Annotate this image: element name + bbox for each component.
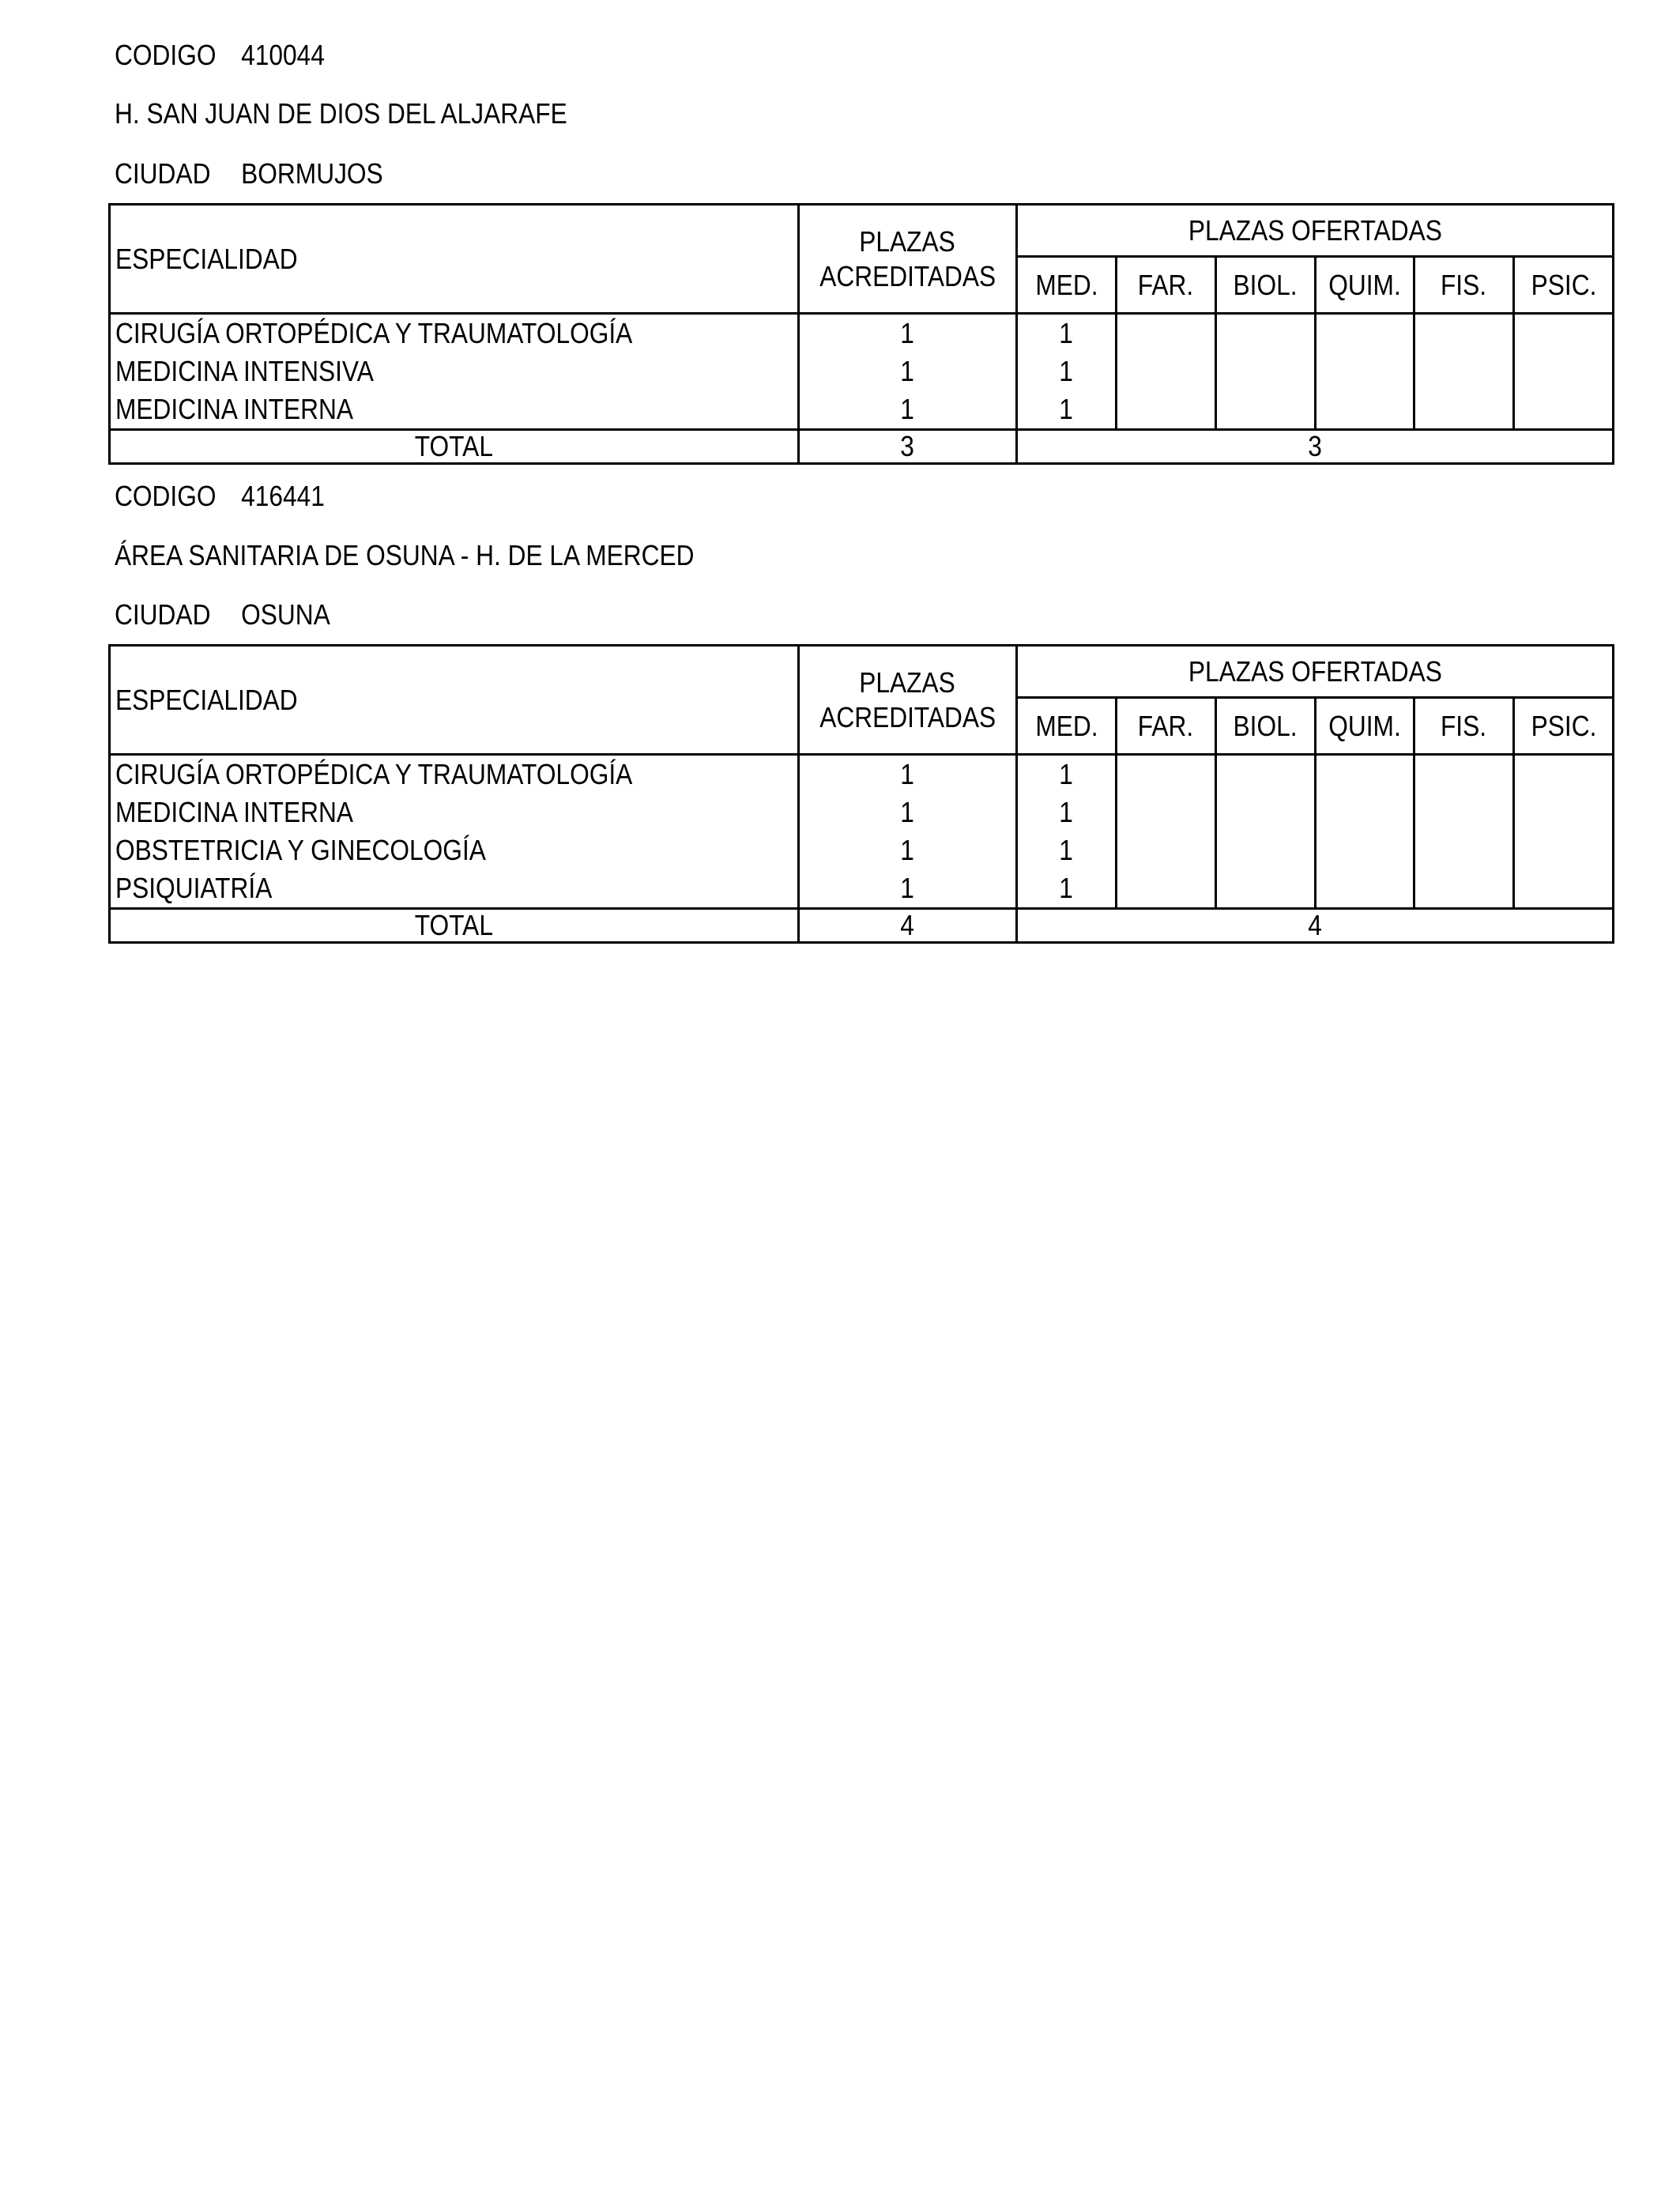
- cell-psic: [1514, 314, 1614, 353]
- ciudad-line: [115, 157, 383, 190]
- cell-acreditadas: 1: [799, 314, 1017, 353]
- header-far: FAR.: [1117, 257, 1216, 314]
- header-especialidad: ESPECIALIDAD: [110, 205, 799, 314]
- table-row: [110, 352, 1614, 390]
- cell-especialidad: OBSTETRICIA Y GINECOLOGÍA: [110, 831, 799, 869]
- cell-quim: [1316, 869, 1414, 909]
- table-row: [110, 755, 1614, 794]
- codigo-line: [115, 39, 325, 71]
- cell-especialidad: CIRUGÍA ORTOPÉDICA Y TRAUMATOLOGÍA: [110, 314, 799, 353]
- cell-fis: [1414, 831, 1514, 869]
- codigo-label: CODIGO: [115, 480, 217, 512]
- codigo-value: 416441: [241, 480, 325, 512]
- ciudad-value: BORMUJOS: [241, 157, 383, 190]
- cell-especialidad: MEDICINA INTERNA: [110, 794, 799, 831]
- cell-med: 1: [1017, 869, 1117, 909]
- total-ofertadas: 4: [1017, 909, 1614, 943]
- cell-med: 1: [1017, 794, 1117, 831]
- cell-especialidad: CIRUGÍA ORTOPÉDICA Y TRAUMATOLOGÍA: [110, 755, 799, 794]
- header-fis: FIS.: [1414, 698, 1514, 755]
- cell-med: 1: [1017, 755, 1117, 794]
- cell-especialidad: PSIQUIATRÍA: [110, 869, 799, 909]
- total-acreditadas: 4: [799, 909, 1017, 943]
- header-especialidad: ESPECIALIDAD: [110, 646, 799, 755]
- header-plazas-ofertadas: PLAZAS OFERTADAS: [1017, 205, 1614, 257]
- header-quim: QUIM.: [1316, 257, 1414, 314]
- header-plazas-acreditadas: PLAZAS ACREDITADAS: [799, 205, 1017, 314]
- cell-especialidad: MEDICINA INTERNA: [110, 390, 799, 430]
- cell-acreditadas: 1: [799, 390, 1017, 430]
- cell-fis: [1414, 869, 1514, 909]
- cell-psic: [1514, 794, 1614, 831]
- cell-quim: [1316, 314, 1414, 353]
- cell-psic: [1514, 831, 1614, 869]
- cell-quim: [1316, 390, 1414, 430]
- centro-name: [115, 98, 567, 130]
- centro-value: ÁREA SANITARIA DE OSUNA - H. DE LA MERCED: [115, 539, 695, 571]
- header-psic: PSIC.: [1514, 257, 1614, 314]
- cell-biol: [1216, 831, 1316, 869]
- cell-med: 1: [1017, 831, 1117, 869]
- cell-med: 1: [1017, 314, 1117, 353]
- cell-med: 1: [1017, 352, 1117, 390]
- header-plazas-ofertadas: PLAZAS OFERTADAS: [1017, 646, 1614, 698]
- header-quim: QUIM.: [1316, 698, 1414, 755]
- cell-acreditadas: 1: [799, 869, 1017, 909]
- header-med: MED.: [1017, 698, 1117, 755]
- cell-psic: [1514, 869, 1614, 909]
- ciudad-label: CIUDAD: [115, 598, 211, 631]
- cell-quim: [1316, 755, 1414, 794]
- table-row: [110, 831, 1614, 869]
- cell-biol: [1216, 794, 1316, 831]
- cell-biol: [1216, 352, 1316, 390]
- cell-acreditadas: 1: [799, 755, 1017, 794]
- cell-acreditadas: 1: [799, 831, 1017, 869]
- plazas-table: [108, 644, 1614, 944]
- table-row: [110, 869, 1614, 909]
- cell-quim: [1316, 794, 1414, 831]
- cell-psic: [1514, 390, 1614, 430]
- cell-especialidad: MEDICINA INTENSIVA: [110, 352, 799, 390]
- header-biol: BIOL.: [1216, 698, 1316, 755]
- cell-far: [1117, 869, 1216, 909]
- cell-far: [1117, 352, 1216, 390]
- header-biol: BIOL.: [1216, 257, 1316, 314]
- cell-biol: [1216, 390, 1316, 430]
- cell-psic: [1514, 755, 1614, 794]
- cell-fis: [1414, 352, 1514, 390]
- header-psic: PSIC.: [1514, 698, 1614, 755]
- cell-fis: [1414, 755, 1514, 794]
- cell-biol: [1216, 869, 1316, 909]
- header-plazas-acreditadas: PLAZAS ACREDITADAS: [799, 646, 1017, 755]
- ciudad-line: [115, 598, 330, 631]
- plazas-table: [108, 203, 1614, 465]
- cell-quim: [1316, 831, 1414, 869]
- cell-far: [1117, 390, 1216, 430]
- cell-far: [1117, 794, 1216, 831]
- total-label: TOTAL: [110, 430, 799, 464]
- total-row: [110, 430, 1614, 464]
- total-acreditadas: 3: [799, 430, 1017, 464]
- cell-acreditadas: 1: [799, 352, 1017, 390]
- cell-biol: [1216, 314, 1316, 353]
- centro-name: [115, 540, 695, 571]
- centro-value: H. SAN JUAN DE DIOS DEL ALJARAFE: [115, 97, 567, 130]
- cell-far: [1117, 314, 1216, 353]
- cell-fis: [1414, 314, 1514, 353]
- table-row: [110, 390, 1614, 430]
- cell-far: [1117, 755, 1216, 794]
- codigo-line: [115, 480, 325, 512]
- header-med: MED.: [1017, 257, 1117, 314]
- header-fis: FIS.: [1414, 257, 1514, 314]
- total-ofertadas: 3: [1017, 430, 1614, 464]
- cell-psic: [1514, 352, 1614, 390]
- cell-fis: [1414, 794, 1514, 831]
- header-far: FAR.: [1117, 698, 1216, 755]
- table-row: [110, 794, 1614, 831]
- table-row: [110, 314, 1614, 353]
- cell-acreditadas: 1: [799, 794, 1017, 831]
- cell-far: [1117, 831, 1216, 869]
- cell-quim: [1316, 352, 1414, 390]
- cell-med: 1: [1017, 390, 1117, 430]
- total-row: [110, 909, 1614, 943]
- codigo-label: CODIGO: [115, 39, 217, 71]
- cell-fis: [1414, 390, 1514, 430]
- ciudad-value: OSUNA: [241, 598, 330, 631]
- total-label: TOTAL: [110, 909, 799, 943]
- cell-biol: [1216, 755, 1316, 794]
- codigo-value: 410044: [241, 39, 325, 71]
- ciudad-label: CIUDAD: [115, 157, 211, 190]
